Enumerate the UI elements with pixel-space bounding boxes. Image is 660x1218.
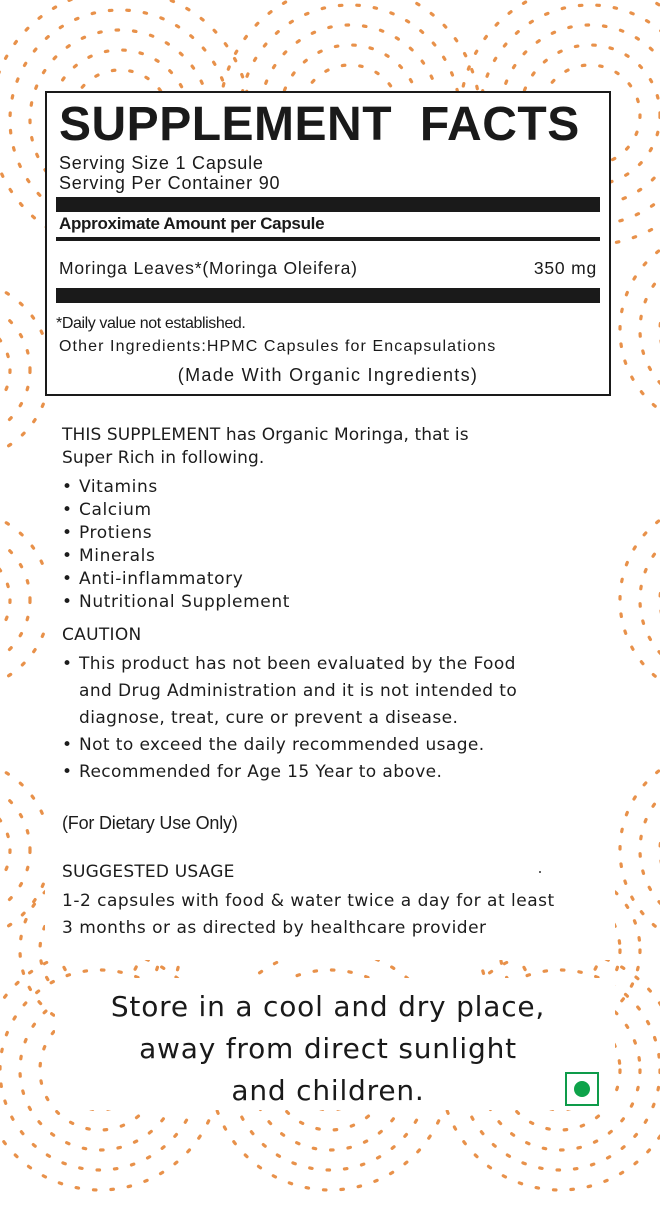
usage-text [62, 888, 622, 942]
amount-per-serving-header: Approximate Amount per Capsule [59, 214, 325, 233]
intro-line: Super Rich in following. [62, 448, 265, 468]
list-item: • Recommended for Age 15 Year to above. [62, 759, 592, 786]
other-ingredients: Other Ingredients:HPMC Capsules for Encapsulations [59, 338, 497, 355]
ingredient-row [59, 258, 597, 279]
caution-list [62, 651, 592, 786]
ingredient-amount: 350 mg [533, 258, 597, 278]
storage-line: and children. [231, 1074, 425, 1107]
caution-line: • This product has not been evaluated by the Food [79, 654, 516, 674]
intro-text [62, 424, 469, 470]
ingredient-name: Moringa Leaves*(Moringa Oleifera) [59, 258, 358, 278]
caution-heading: CAUTION [62, 625, 142, 645]
serving-info [59, 153, 280, 193]
list-item: • Protiens [62, 522, 290, 545]
usage-heading: SUGGESTED USAGE [62, 862, 235, 882]
vegetarian-symbol-icon [565, 1072, 599, 1106]
divider-thick-bottom [56, 288, 600, 303]
veg-dot [574, 1081, 590, 1097]
list-item: • Not to exceed the daily recommended usage. [62, 732, 592, 759]
list-item [62, 651, 592, 732]
intro-line: THIS SUPPLEMENT has Organic Moringa, that is [62, 425, 469, 445]
storage-line: Store in a cool and dry place, [110, 990, 546, 1023]
caution-line: and Drug Administration and it is not intended to [79, 681, 518, 701]
caution-line: diagnose, treat, cure or prevent a disease. [79, 708, 459, 728]
list-item: • Vitamins [62, 476, 290, 499]
storage-instructions [55, 986, 601, 1112]
divider-thick [56, 197, 600, 212]
daily-value-footnote: *Daily value not established. [56, 315, 246, 332]
supplement-facts-panel [45, 91, 611, 396]
list-item: • Calcium [62, 499, 290, 522]
usage-line: 3 months or as directed by healthcare provider [62, 918, 487, 938]
storage-panel [55, 978, 615, 1110]
made-with-organic-note: (Made With Organic Ingredients) [177, 365, 479, 385]
usage-line: 1-2 capsules with food & water twice a day for at least [62, 891, 555, 911]
product-info-panel [45, 412, 615, 960]
servings-per-container: Serving Per Container 90 [59, 173, 281, 193]
divider-thin [56, 237, 600, 241]
dietary-use-note: (For Dietary Use Only) [62, 813, 238, 833]
facts-title: SUPPLEMENT FACTS [59, 98, 580, 151]
stray-dot [539, 871, 541, 873]
list-item: • Anti-inflammatory [62, 568, 290, 591]
list-item: • Minerals [62, 545, 290, 568]
storage-line: away from direct sunlight [139, 1032, 517, 1065]
serving-size: Serving Size 1 Capsule [59, 153, 264, 173]
list-item: • Nutritional Supplement [62, 591, 290, 614]
benefits-list [62, 476, 290, 614]
